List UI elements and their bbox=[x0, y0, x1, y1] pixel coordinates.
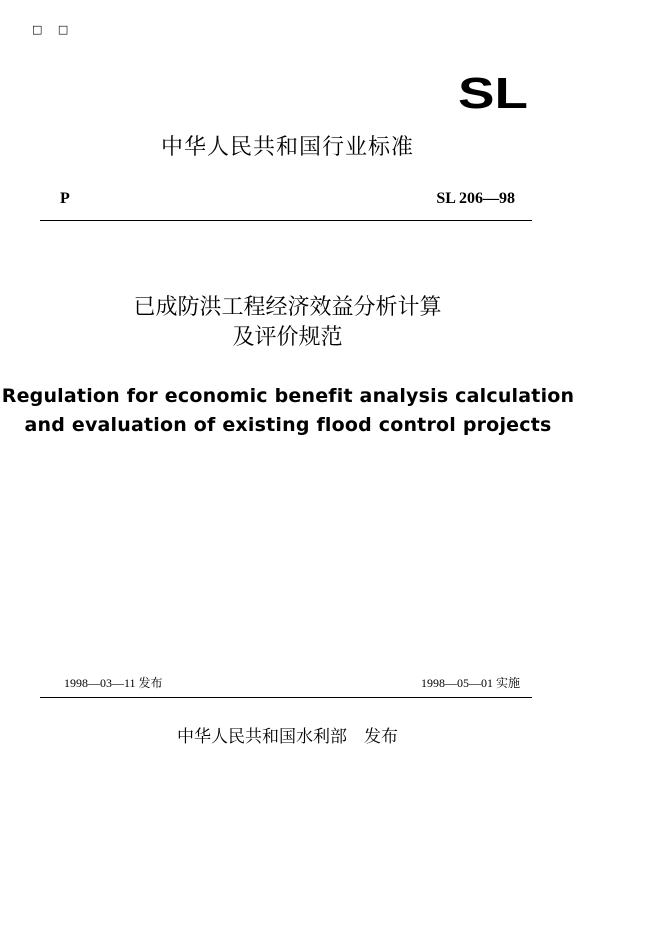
bottom-divider bbox=[40, 697, 532, 698]
effective-date: 1998—05—01 实施 bbox=[420, 676, 520, 690]
issue-date: 1998—03—11 发布 bbox=[64, 676, 163, 690]
title-english-line-2: and evaluation of existing flood control projects bbox=[24, 414, 552, 436]
title-chinese-line-1: 已成防洪工程经济效益分析计算 bbox=[133, 295, 442, 320]
title-english-line-1: Regulation for economic benefit analysis calculation bbox=[1, 385, 575, 407]
standard-number: SL 206—98 bbox=[436, 190, 515, 207]
publisher: 中华人民共和国水利部 发布 bbox=[177, 727, 398, 747]
sl-logo-text: SL bbox=[458, 72, 528, 112]
classification-code: P bbox=[60, 190, 70, 207]
top-mark: □ □ bbox=[32, 23, 75, 36]
sl-logo bbox=[458, 72, 532, 112]
standard-type-heading: 中华人民共和国行业标准 bbox=[160, 135, 414, 160]
title-chinese-line-2: 及评价规范 bbox=[232, 325, 343, 350]
top-divider bbox=[40, 220, 532, 221]
